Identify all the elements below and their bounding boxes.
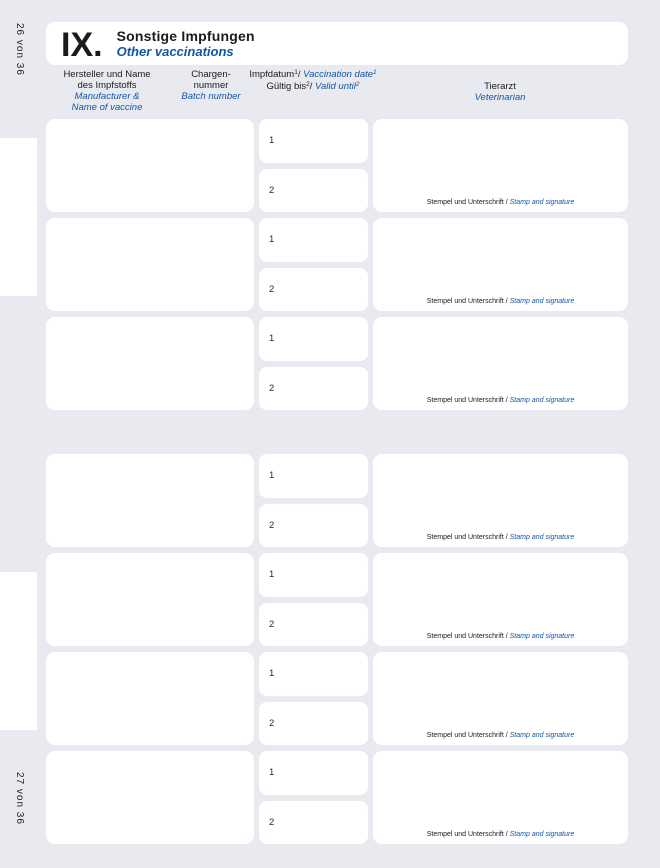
valid-until-field[interactable] (259, 702, 368, 746)
vaccination-record-row (46, 751, 628, 844)
section-title-german: Sonstige Impfungen (116, 28, 255, 44)
stamp-signature-label (373, 298, 628, 306)
vaccination-rows-group-1 (46, 119, 628, 410)
entry-number-2: 2 (269, 382, 275, 394)
vaccination-record-row (46, 553, 628, 646)
entry-number-2: 2 (269, 519, 275, 531)
vaccination-record-row (46, 119, 628, 212)
date-fields-column (259, 553, 368, 646)
vaccination-date-field[interactable] (259, 218, 368, 262)
veterinarian-stamp-field[interactable] (373, 218, 628, 311)
entry-number-1: 1 (269, 470, 275, 482)
vaccination-record-row (46, 218, 628, 311)
batch-header-de-line2: nummer (193, 80, 229, 91)
left-edge-white-strip-top (0, 138, 37, 296)
date-fields-column (259, 218, 368, 311)
valid-until-slash: / (309, 81, 313, 92)
veterinarian-stamp-field[interactable] (373, 652, 628, 745)
section-header-card (46, 22, 628, 65)
veterinarian-stamp-field[interactable] (373, 119, 628, 212)
valid-until-de-footnote: 2 (306, 81, 310, 88)
page-number-bottom: 27 von 36 (14, 772, 25, 825)
veterinarian-stamp-field[interactable] (373, 751, 628, 844)
valid-until-field[interactable] (259, 367, 368, 411)
section-title-english: Other vaccinations (116, 44, 234, 59)
veterinarian-stamp-field[interactable] (373, 317, 628, 410)
vaccination-date-field[interactable] (259, 119, 368, 163)
vaccination-date-field[interactable] (259, 751, 368, 795)
stamp-label-de: Stempel und Unterschrift / (426, 534, 508, 541)
valid-until-en: Valid until (315, 81, 356, 92)
valid-until-en-footnote: 2 (355, 81, 360, 88)
stamp-label-de: Stempel und Unterschrift / (426, 397, 508, 404)
stamp-label-en: Stamp and signature (509, 298, 575, 305)
stamp-signature-label (373, 397, 628, 405)
manufacturer-batch-field[interactable] (46, 454, 254, 547)
date-fields-column (259, 119, 368, 212)
entry-number-1: 1 (269, 234, 275, 246)
entry-number-1: 1 (269, 668, 275, 680)
vaccination-date-en-footnote: 1 (373, 69, 377, 76)
stamp-label-en: Stamp and signature (509, 633, 575, 640)
vaccination-date-field[interactable] (259, 317, 368, 361)
valid-until-field[interactable] (259, 801, 368, 845)
valid-until-field[interactable] (259, 504, 368, 548)
entry-number-2: 2 (269, 184, 275, 196)
entry-number-2: 2 (269, 717, 275, 729)
stamp-signature-label (373, 831, 628, 839)
stamp-label-en: Stamp and signature (509, 534, 575, 541)
stamp-label-en: Stamp and signature (509, 732, 575, 739)
stamp-label-de: Stempel und Unterschrift / (426, 199, 508, 206)
manufacturer-batch-field[interactable] (46, 553, 254, 646)
manufacturer-batch-field[interactable] (46, 218, 254, 311)
stamp-signature-label (373, 199, 628, 207)
date-fields-column (259, 751, 368, 844)
vaccination-date-field[interactable] (259, 553, 368, 597)
veterinarian-stamp-field[interactable] (373, 553, 628, 646)
valid-until-header-line (249, 81, 376, 93)
valid-until-de: Gültig bis (266, 81, 307, 92)
left-edge-white-strip-bottom (0, 572, 37, 730)
valid-until-field[interactable] (259, 169, 368, 213)
vaccination-date-field[interactable] (259, 652, 368, 696)
veterinarian-header-en: Veterinarian (474, 92, 526, 103)
entry-number-2: 2 (269, 618, 275, 630)
stamp-signature-label (373, 633, 628, 641)
manufacturer-batch-field[interactable] (46, 317, 254, 410)
passport-page-content (46, 0, 628, 868)
stamp-signature-label (373, 534, 628, 542)
manufacturer-header-de-line1: Hersteller und Name (63, 69, 151, 80)
batch-header-en: Batch number (181, 91, 241, 102)
vaccination-record-row (46, 652, 628, 745)
date-fields-column (259, 317, 368, 410)
entry-number-1: 1 (269, 333, 275, 345)
vaccination-date-en: Vaccination date (303, 69, 374, 80)
stamp-label-de: Stempel und Unterschrift / (426, 633, 508, 640)
column-header-manufacturer (63, 69, 150, 113)
section-titles (117, 28, 255, 59)
entry-number-2: 2 (269, 283, 275, 295)
date-fields-column (259, 652, 368, 745)
stamp-label-de: Stempel und Unterschrift / (426, 831, 508, 838)
stamp-label-en: Stamp and signature (509, 397, 575, 404)
stamp-label-de: Stempel und Unterschrift / (426, 732, 508, 739)
manufacturer-batch-field[interactable] (46, 652, 254, 745)
date-fields-column (259, 454, 368, 547)
vaccination-date-header-line (249, 69, 376, 81)
column-header-veterinarian (475, 81, 526, 103)
stamp-label-en: Stamp and signature (509, 831, 575, 838)
vaccination-date-field[interactable] (259, 454, 368, 498)
entry-number-1: 1 (269, 767, 275, 779)
vaccination-date-slash: / (297, 69, 301, 80)
stamp-label-de: Stempel und Unterschrift / (426, 298, 508, 305)
column-header-batch-number (181, 69, 240, 102)
manufacturer-batch-field[interactable] (46, 119, 254, 212)
vaccination-rows-group-2 (46, 454, 628, 844)
veterinarian-stamp-field[interactable] (373, 454, 628, 547)
entry-number-1: 1 (269, 569, 275, 581)
vaccination-date-de: Impfdatum (249, 69, 295, 80)
valid-until-field[interactable] (259, 268, 368, 312)
entry-number-2: 2 (269, 816, 275, 828)
stamp-label-en: Stamp and signature (509, 199, 575, 206)
batch-header-de-line1: Chargen- (191, 69, 231, 80)
veterinarian-header-de: Tierarzt (484, 81, 516, 92)
section-number: IX. (61, 25, 103, 64)
vaccination-record-row (46, 454, 628, 547)
column-header-vaccination-date (249, 69, 376, 93)
valid-until-field[interactable] (259, 603, 368, 647)
manufacturer-header-de-line2: des Impfstoffs (77, 80, 137, 91)
entry-number-1: 1 (269, 135, 275, 147)
manufacturer-header-en-line2: Name of vaccine (71, 102, 143, 113)
vaccination-record-row (46, 317, 628, 410)
stamp-signature-label (373, 732, 628, 740)
vaccination-date-de-footnote: 1 (294, 69, 298, 76)
page-number-top: 26 von 36 (14, 23, 25, 76)
manufacturer-batch-field[interactable] (46, 751, 254, 844)
manufacturer-header-en-line1: Manufacturer & (74, 91, 140, 102)
